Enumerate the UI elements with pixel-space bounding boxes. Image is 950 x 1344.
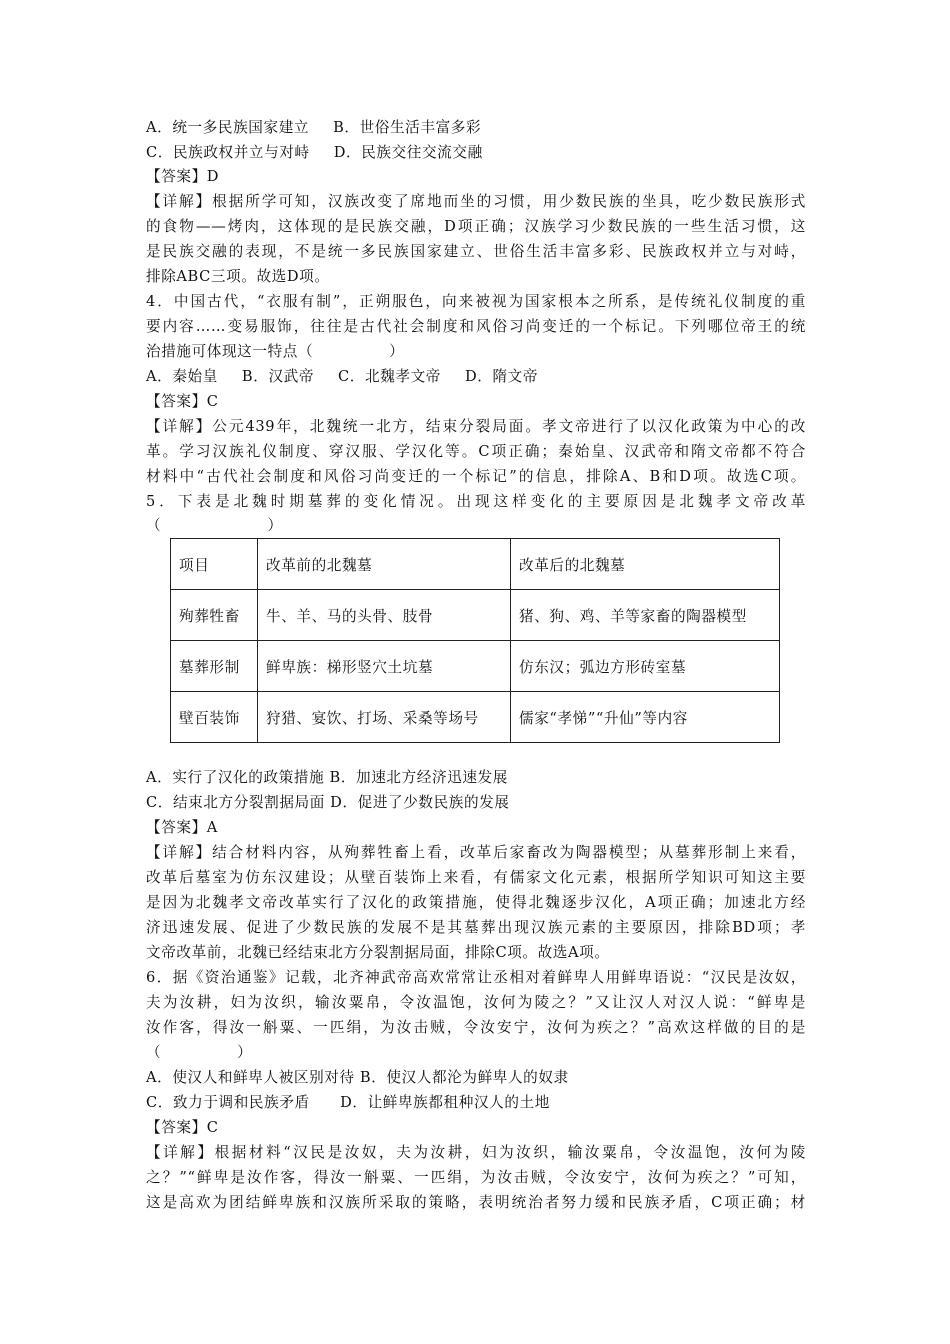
q6-stem-line: 汝作客，得汝一斛粟、一匹绢，为汝击贼，令汝安宁，汝何为疾之？”高欢这样做的目的是 <box>146 1019 806 1036</box>
q4-explain-line: 革。学习汉族礼仪制度、穿汉服、学汉化等。C项正确；秦始皇、汉武帝和隋文帝都不符合 <box>146 443 806 460</box>
q5-explain-line: 改革后墓室为仿东汉建设；从壁百装饰上来看，有儒家文化元素，根据所学知识可知这主要 <box>146 869 806 886</box>
q6-stem-line: 夫为汝耕，妇为汝织，输汝粟帛，令汝温饱，汝何为陵之？”又让汉人对汉人说：“鲜卑是 <box>146 994 806 1011</box>
q6-answer: 【答案】C <box>146 1119 219 1136</box>
q6-options-row: C．致力于调和民族矛盾 D．让鲜卑族都租种汉人的土地 <box>146 1094 550 1111</box>
table-cell: 牛、羊、马的头骨、肢骨 <box>258 590 511 641</box>
table-cell: 改革后的北魏墓 <box>511 539 780 590</box>
table-row <box>171 641 780 692</box>
q5-explain-line: 是因为北魏孝文帝改革实行了汉化的政策措施，使得北魏逐步汉化，A项正确；加速北方经 <box>146 894 806 911</box>
q3-options-row-2 <box>146 141 806 165</box>
q5-explain-line: 【详解】结合材料内容，从殉葬牲畜上看，改革后家畜改为陶器模型；从墓葬形制上来看， <box>146 844 806 861</box>
table-cell: 墓葬形制 <box>171 641 258 692</box>
q6-stem-line: 6．据《资治通鉴》记载，北齐神武帝高欢常常让丞相对着鲜卑人用鲜卑语说：“汉民是汝奴， <box>146 969 806 986</box>
q4-explain-line: 材料中“古代社会制度和风俗习尚变迁的一个标记”的信息，排除A、B和D项。故选C项。 <box>146 468 806 485</box>
q5-stem-line: 5．下表是北魏时期墓葬的变化情况。出现这样变化的主要原因是北魏孝文帝改革 <box>146 493 806 510</box>
q3-explain-line: 排除ABC三项。故选D项。 <box>146 268 330 285</box>
table-row <box>171 590 780 641</box>
q5-options-row: A．实行了汉化的政策措施 B．加速北方经济迅速发展 <box>146 769 508 786</box>
q6-explain-line: 之？”“鲜卑是汝作客，得汝一斛粟、一匹绢，为汝击贼，令汝安宁，汝何为疾之？”可知， <box>146 1169 806 1186</box>
table-header-row <box>171 539 780 590</box>
q4-stem-line: 要内容……变易服饰，往往是古代社会制度和风俗习尚变迁的一个标记。下列哪位帝王的统 <box>146 318 806 335</box>
q3-explain-line: 【详解】根据所学可知，汉族改变了席地而坐的习惯，用少数民族的坐具，吃少数民族形式 <box>146 193 806 210</box>
q3-option-c: C．民族政权并立与对峙 <box>146 144 310 161</box>
q5-stem-line: （ ） <box>146 517 283 534</box>
q5-answer: 【答案】A <box>146 819 218 836</box>
q3-answer: 【答案】D <box>146 168 220 185</box>
q5-explain-line: 文帝改革前，北魏已经结束北方分裂割据局面，排除C项。故选A项。 <box>146 944 610 961</box>
q5-options-row: C．结束北方分裂割据局面 D．促进了少数民族的发展 <box>146 794 510 811</box>
q6-explain-line: 【详解】根据材料“汉民是汝奴，夫为汝耕，妇为汝织，输汝粟帛，令汝温饱，汝何为陵 <box>146 1144 806 1161</box>
q4-option-a: A．秦始皇 <box>146 368 218 385</box>
q3-explain-line: 是民族交融的表现，不是统一多民族国家建立、世俗生活丰富多彩、民族政权并立与对峙， <box>146 243 806 260</box>
q4-option-b: B．汉武帝 <box>241 368 315 385</box>
q4-option-c: C．北魏孝文帝 <box>338 368 441 385</box>
table-cell: 鲜卑族：梯形竖穴土坑墓 <box>258 641 511 692</box>
q3-option-b: B．世俗生活丰富多彩 <box>333 119 482 136</box>
table-cell: 仿东汉；弧边方形砖室墓 <box>511 641 780 692</box>
q6-stem-line: （ ） <box>146 1044 253 1061</box>
table-cell: 殉葬牲畜 <box>171 590 258 641</box>
q5-table <box>170 538 780 743</box>
q4-explain-line: 【详解】公元439年，北魏统一北方，结束分裂局面。孝文帝进行了以汉化政策为中心的改 <box>146 418 806 435</box>
q3-options-row-1 <box>146 116 806 140</box>
table-cell: 狩猎、宴饮、打场、采桑等场号 <box>258 692 511 743</box>
q4-stem-line: 治措施可体现这一特点（ ） <box>146 343 405 360</box>
q5-explain-line: 济迅速发展、促进了少数民族的发展不是其墓葬出现汉族元素的主要原因，排除BD项；孝 <box>146 919 806 936</box>
table-cell: 猪、狗、鸡、羊等家畜的陶器模型 <box>511 590 780 641</box>
table-row <box>171 692 780 743</box>
q3-option-d: D．民族交往交流交融 <box>333 144 483 161</box>
table-cell: 壁百装饰 <box>171 692 258 743</box>
q6-explain-line: 这是高欢为团结鲜卑族和汉族所采取的策略，表明统治者努力缓和民族矛盾，C项正确；材 <box>146 1194 806 1211</box>
q4-options-row <box>146 365 806 389</box>
q4-answer: 【答案】C <box>146 393 219 410</box>
table-cell: 项目 <box>171 539 258 590</box>
table-cell: 改革前的北魏墓 <box>258 539 511 590</box>
q4-stem-line: 4．中国古代，“衣服有制”，正朔服色，向来被视为国家根本之所系，是传统礼仪制度的重 <box>146 293 806 310</box>
q3-option-a: A．统一多民族国家建立 <box>146 119 310 136</box>
q3-explain-line: 的食物——烤肉，这体现的是民族交融，D项正确；汉族学习少数民族的一些生活习惯，这 <box>146 218 806 235</box>
table-cell: 儒家“孝悌”“升仙”等内容 <box>511 692 780 743</box>
q4-option-d: D．隋文帝 <box>464 368 539 385</box>
q6-options-row: A．使汉人和鲜卑人被区别对待 B．使汉人都沦为鲜卑人的奴隶 <box>146 1069 569 1086</box>
